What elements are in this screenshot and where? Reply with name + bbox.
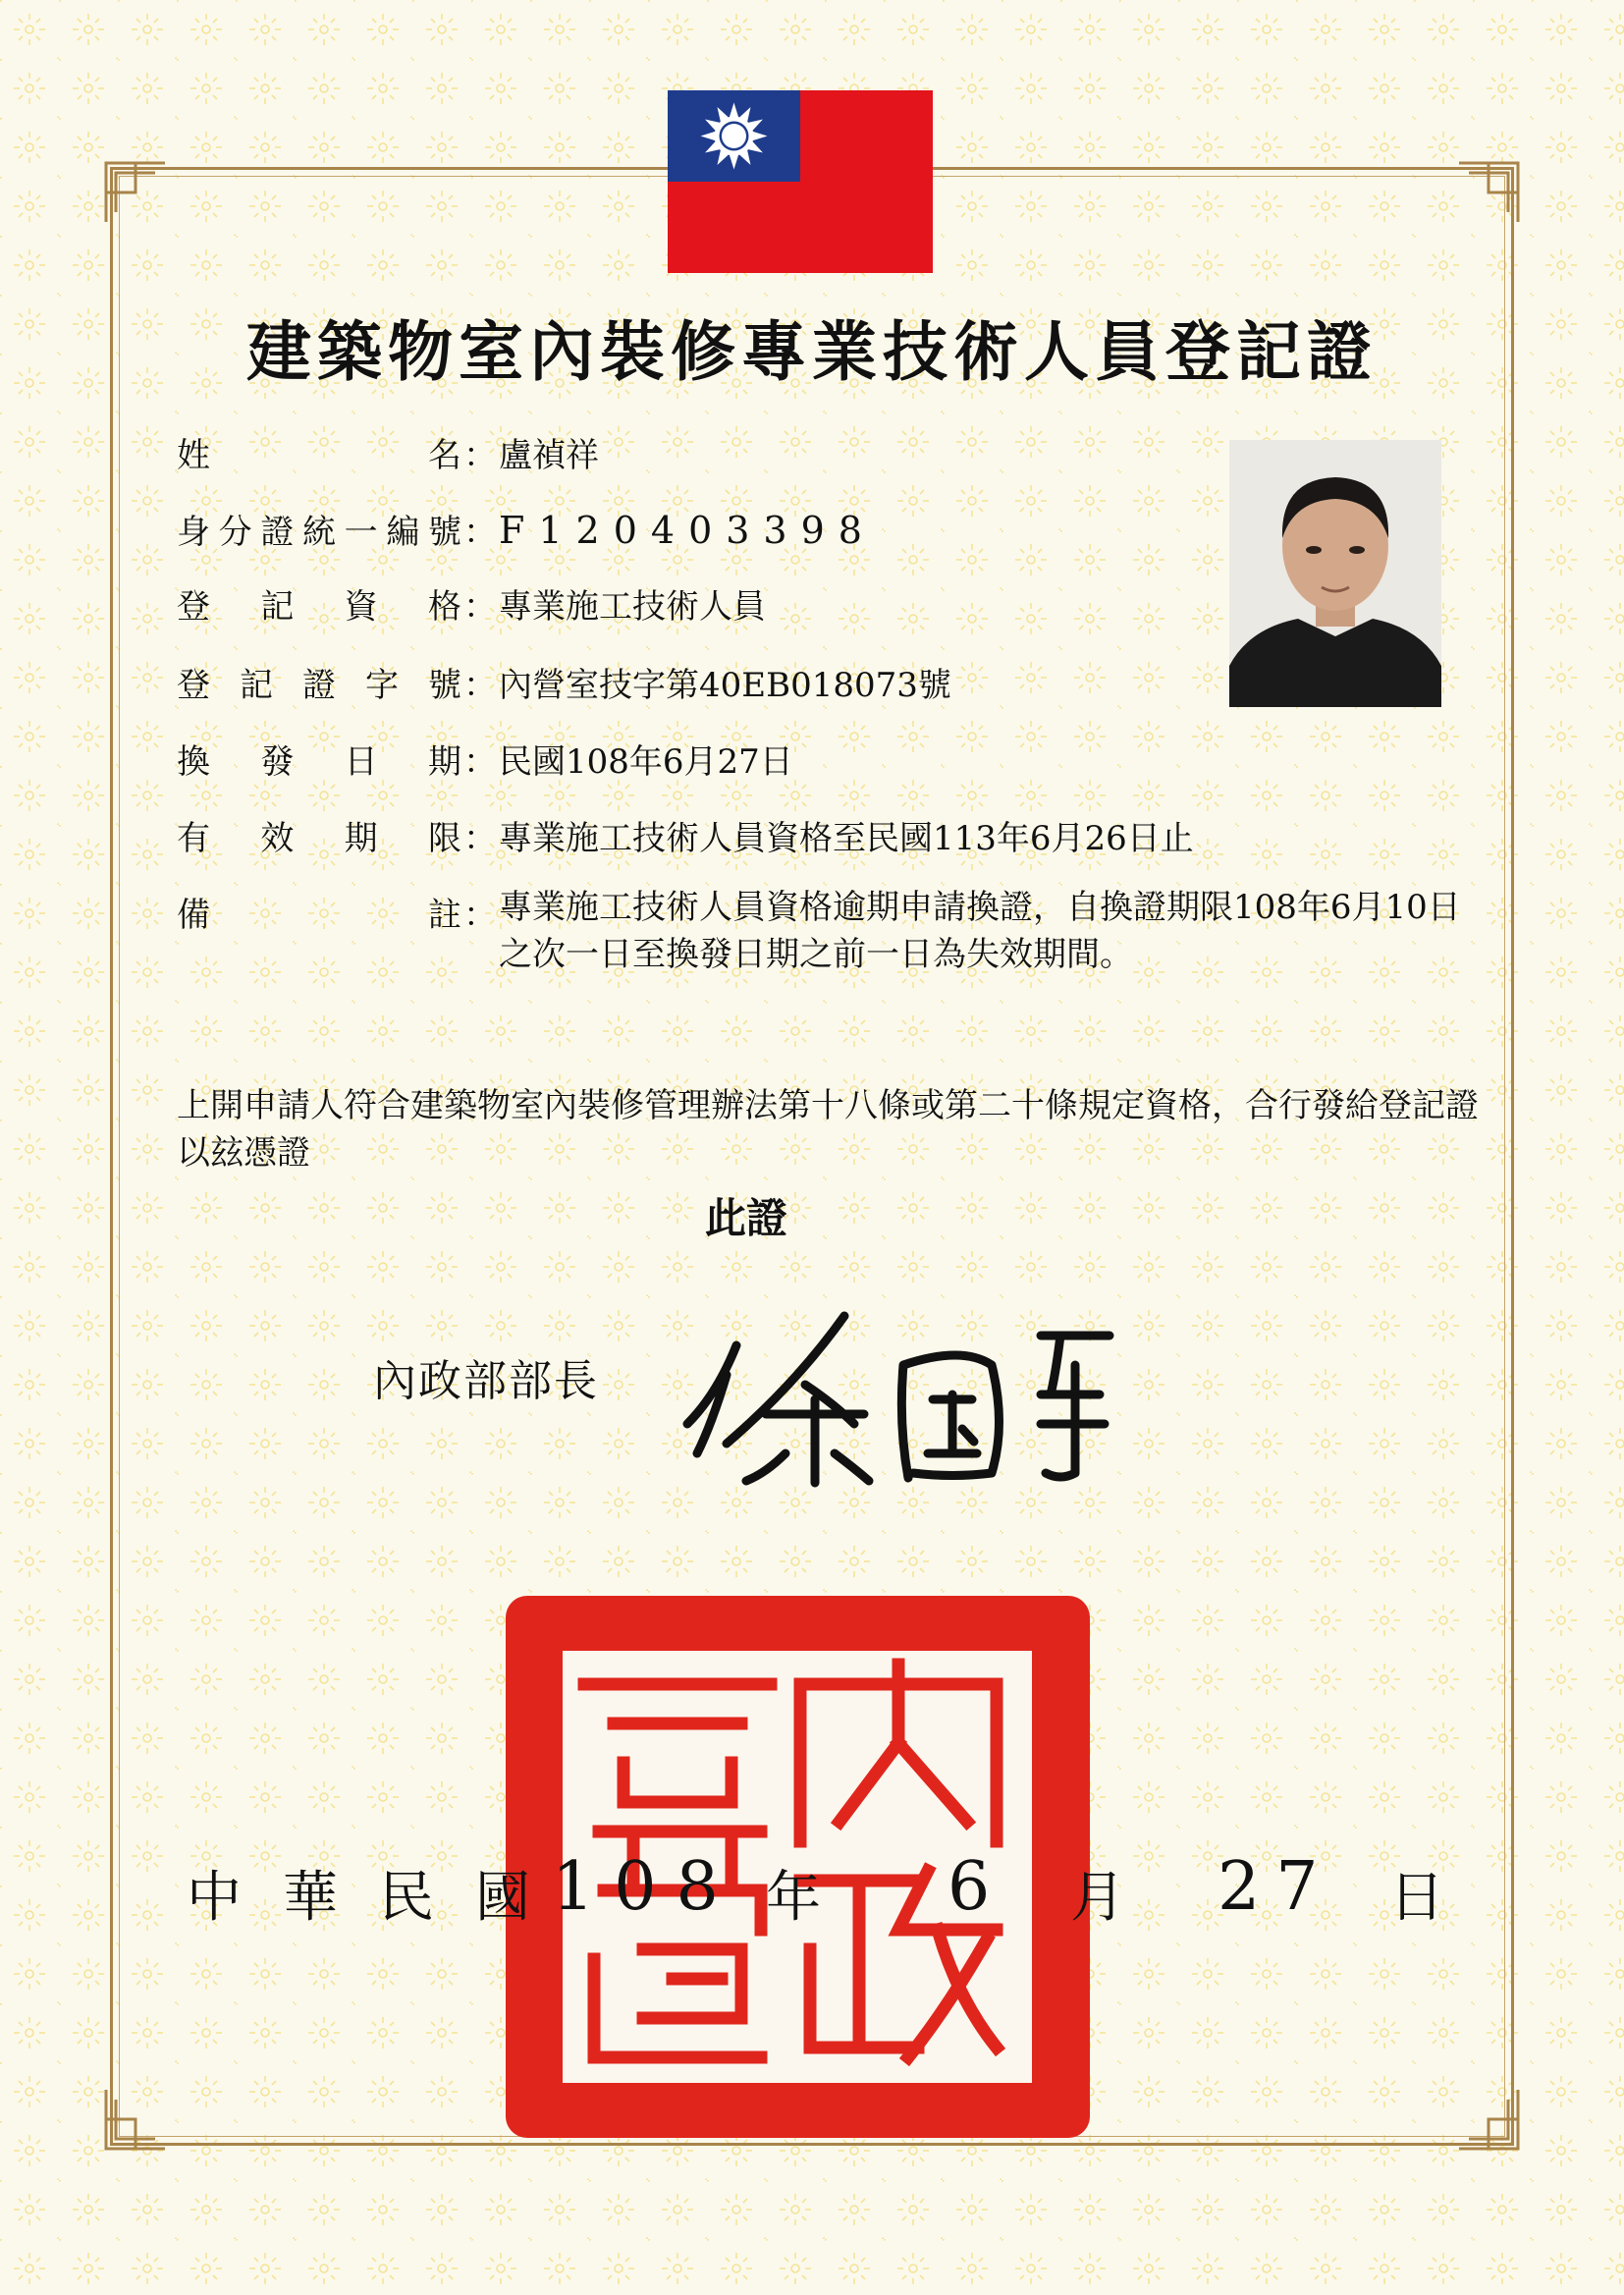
minister-title: 內政部部長: [373, 1356, 599, 1406]
date-month-unit: 月: [1070, 1866, 1125, 1930]
field-label: 有效期限: [177, 819, 461, 858]
frame-corner-ornament: [1449, 2080, 1528, 2158]
field-label: 登記證字號: [177, 666, 461, 705]
frame-corner-ornament: [96, 153, 175, 232]
field-label: 登記資格: [177, 587, 461, 627]
field-colon: ：: [463, 666, 497, 705]
remarks-text: 專業施工技術人員資格逾期申請換證，自換證期限108年6月10日之次一日至換發日期之前一日為失效期間。: [499, 888, 1461, 974]
field-value-issue-date: 民國108年6月27日: [499, 742, 793, 782]
field-value-id-number: F120403398: [499, 509, 876, 552]
declaration-paragraph: 上開申請人符合建築物室內裝修管理辦法第十八條或第二十條規定資格，合行發給登記證以玆憑證: [177, 1086, 1479, 1173]
field-value-certificate-number: 內營室技字第40EB018073號: [499, 666, 951, 705]
field-row-certificate-number: [177, 660, 951, 711]
frame-corner-ornament: [96, 2080, 175, 2158]
date-day-unit: 日: [1389, 1866, 1444, 1930]
national-flag: [668, 90, 933, 273]
date-year: 108: [552, 1848, 738, 1926]
field-row-remarks: [177, 890, 499, 941]
field-colon: ：: [463, 513, 497, 552]
field-row-qualification: [177, 581, 766, 632]
field-label: 身分證統一編號: [177, 513, 461, 552]
field-colon: ：: [463, 819, 497, 858]
field-row-name: [177, 430, 599, 481]
date-month: 6: [947, 1848, 991, 1926]
holder-photo: [1229, 440, 1441, 707]
field-colon: ：: [463, 436, 497, 475]
field-row-validity: [177, 813, 1194, 864]
field-colon: ：: [463, 896, 497, 935]
field-colon: ：: [463, 742, 497, 782]
issue-date-row: [187, 1848, 1463, 1942]
field-label: 換發日期: [177, 742, 461, 782]
handwritten-signature: [668, 1306, 1129, 1493]
field-value-name: 盧禎祥: [499, 436, 599, 475]
field-colon: ：: [463, 587, 497, 627]
field-value-validity: 專業施工技術人員資格至民國113年6月26日止: [499, 819, 1194, 858]
field-value-qualification: 專業施工技術人員: [499, 587, 766, 627]
field-label: 備註: [177, 896, 461, 935]
date-day: 27: [1218, 1848, 1334, 1926]
certificate-title: 建築物室內裝修專業技術人員登記證: [246, 313, 1378, 390]
field-row-issue-date: [177, 737, 793, 788]
frame-corner-ornament: [1449, 153, 1528, 232]
date-year-unit: 年: [766, 1866, 821, 1930]
date-era: 中華民國: [187, 1866, 571, 1930]
this-certificate-label: 此證: [705, 1194, 788, 1242]
field-row-id-number: [177, 505, 876, 556]
field-label: 姓名: [177, 436, 461, 475]
person-portrait-icon: [1229, 440, 1441, 707]
